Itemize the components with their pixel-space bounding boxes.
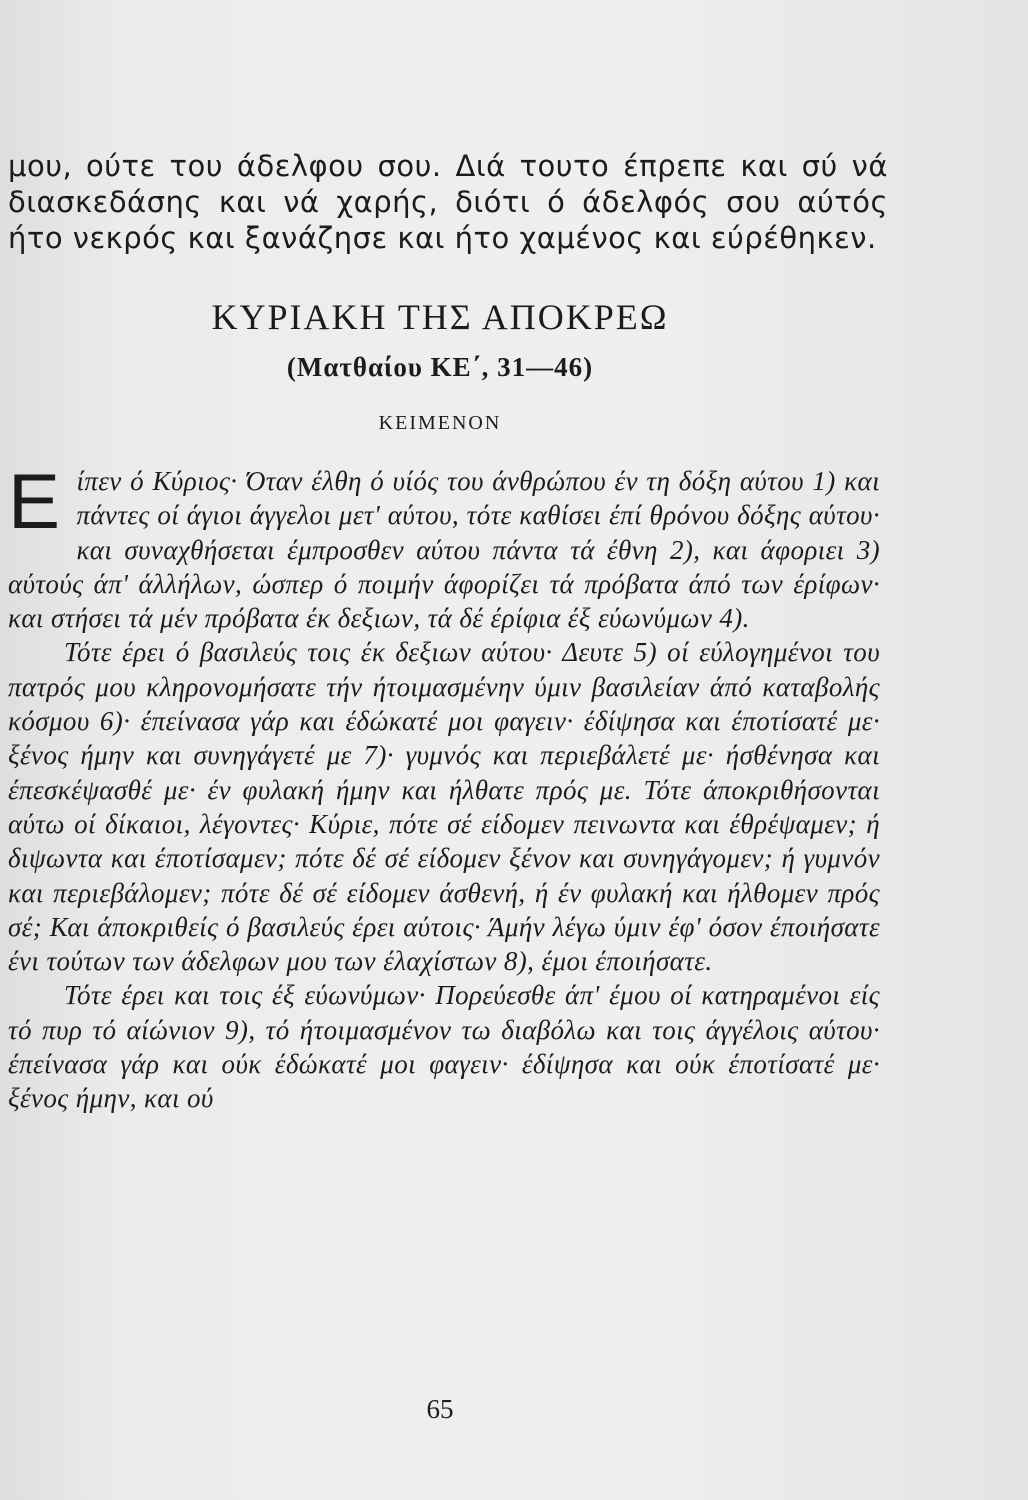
intro-paragraph: [8, 148, 888, 256]
paragraph-2: Τότε έρει ό βασιλεύς τοις έκ δεξιων αύτου· Δευτε 5) οί εύλογημένοι του πατρός μου κληρονομήσατε τήν ήτοιμασμένην ύμιν βασιλείαν άπό καταβολής κόσμου 6)· έπείνασα γάρ και έδώκατέ μοι φαγειν· έδίψησα και έποτίσατέ με· ξένος ήμην και συνηγάγετέ με 7)· γυμνός και περιεβάλετέ με· ήσθένησα και έπεσκέψασθέ με· έν φυλακή ήμην και ήλθατε πρός με. Τότε άποκριθήσονται αύτω οί δίκαιοι, λέγοντες· Κύριε, πότε σέ είδομεν πεινωντα και έθρέψαμεν; ή διψωντα και έποτίσαμεν; πότε δέ σέ είδομεν ξένον και συνηγάγομεν; ή γυμνόν και περιεβάλομεν; πότε δέ σέ είδομεν άσθενή, ή έν φυλακή και ήλθομεν πρός σέ; Και άποκριθείς ό βασιλεύς έρει αύτοις· Άμήν λέγω ύμιν έφ' όσον έποιήσατε ένι τούτων των άδελφων μου των έλαχίστων 8), έμοι έποιήσατε.: [8, 637, 880, 977]
intro-text: μου, ούτε του άδελφου σου. Διά τουτο έπρεπε και σύ νά διασκεδάσης και νά χαρής, διότι ό άδελφός σου αύτός ήτο νεκρός και ξανάζησε και ήτο χαμένος και εύρέθηκεν.: [8, 149, 888, 255]
paragraph-1: ίπεν ό Κύριος· Όταν έλθη ό υίός του άνθρώπου έν τη δόξη αύτου 1) και πάντες οί άγιοι άγγελοι μετ' αύτου, τότε καθίσει έπί θρόνου δόξης αύτου· και συναχθήσεται έμπροσθεν αύτου πάντα τά έθνη 2), και άφοριει 3) αύτούς άπ' άλλήλων, ώσπερ ό ποιμήν άφορίζει τά πρόβατα άπό των έρίφων· και στήσει τά μέν πρόβατα έκ δεξιων, τά δέ έρίφια έξ εύωνύμων 4).: [8, 466, 880, 634]
page-number: 65: [426, 1394, 454, 1424]
text-label: ΚΕΙΜΕΝΟΝ: [378, 412, 502, 434]
drop-cap: Ε: [8, 457, 61, 545]
gospel-text: [8, 457, 880, 1116]
section-title: ΚΥΡΙΑΚΗ ΤΗΣ ΑΠΟΚΡΕΩ: [211, 297, 669, 337]
paragraph-3: Τότε έρει και τοις έξ εύωνύμων· Πορεύεσθε άπ' έμου οί κατηραμένοι είς τό πυρ τό αίώνιον 9), τό ήτοιμασμένον τω διαβόλω και τοις άγγέλοις αύτου· έπείνασα γάρ και ούκ έδώκατέ μοι φαγειν· έδίψησα και ούκ έποτίσατέ με· ξένος ήμην, και ού: [8, 980, 880, 1114]
scripture-reference: (Ματθαίου ΚΕ΄, 31—46): [286, 352, 594, 382]
